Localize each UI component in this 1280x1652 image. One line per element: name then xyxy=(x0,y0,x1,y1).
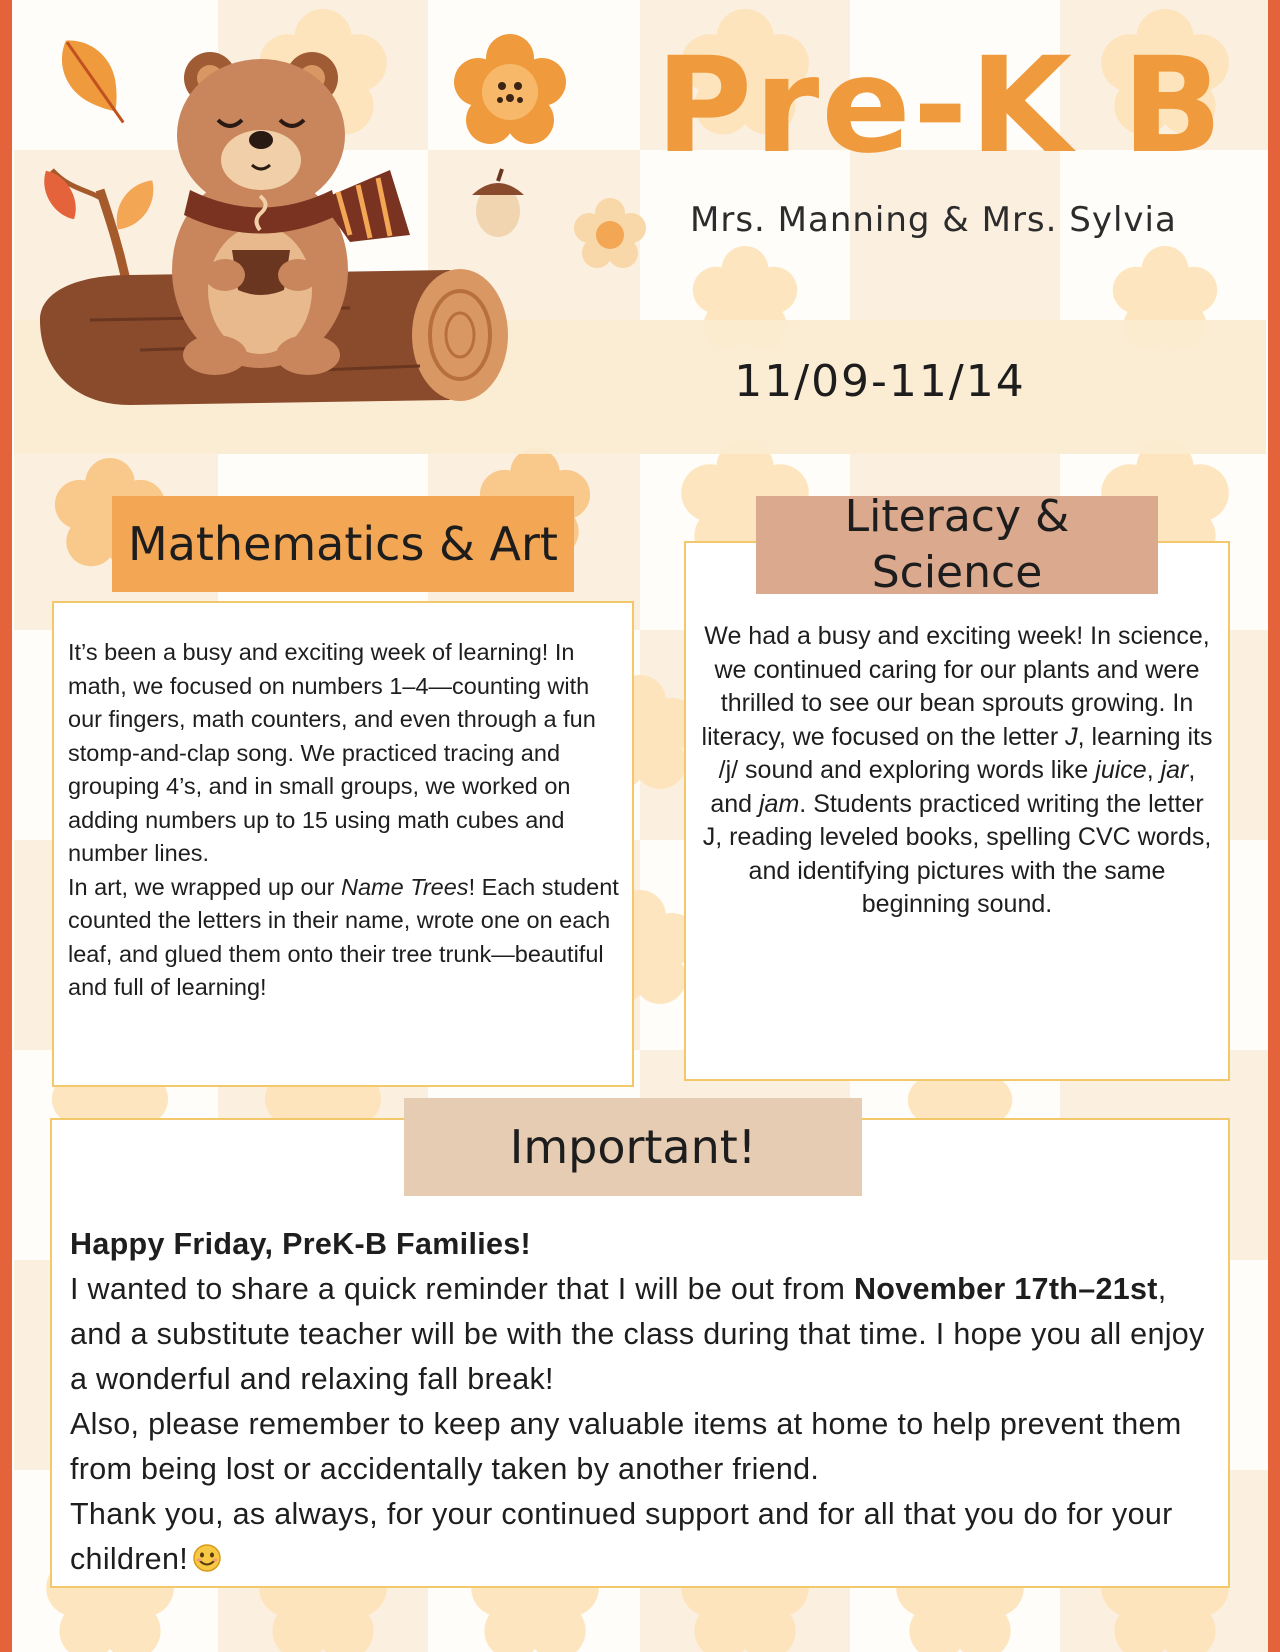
bear-illustration xyxy=(20,20,660,420)
math-art-body xyxy=(68,636,628,1005)
math-art-heading: Mathematics & Art xyxy=(112,496,574,592)
art-paragraph xyxy=(68,871,628,1005)
lit-sep-2: , and xyxy=(710,756,1196,818)
word-jam: jam xyxy=(759,789,800,818)
autumn-leaf-icon xyxy=(48,28,142,136)
important-body xyxy=(70,1222,1210,1582)
reminder-text-a: I wanted to share a quick reminder that I will be out from xyxy=(70,1272,854,1306)
lit-text-c: . Students practiced writing the letter J, reading leveled books, spelling CVC words, and identifying pictures with the same beginning sound. xyxy=(702,789,1212,918)
letter-j: J xyxy=(1065,722,1078,751)
page-title: Pre-K B xyxy=(655,29,1225,183)
word-jar: jar xyxy=(1160,756,1189,784)
flower-icon xyxy=(454,34,566,144)
math-paragraph: It’s been a busy and exciting week of learning! In math, we focused on numbers 1–4—counting with our fingers, math counters, and even through a fun stomp-and-clap song. We practiced tracing and grouping 4’s, and in small groups, we worked on adding numbers up to 15 using math cubes and number lines. xyxy=(68,639,596,866)
literacy-science-heading: Literacy & Science xyxy=(756,496,1158,594)
lit-text-a: We had a busy and exciting week! In science, we continued caring for our plants and were thrilled to see our bean sprouts growing. In literacy, we focused on the letter xyxy=(701,622,1210,751)
reminder-paragraph xyxy=(70,1267,1210,1402)
art-text-b: ! Each student counted the letters in their name, wrote one on each leaf, and glued them onto their tree trunk—beautiful and full of learning! xyxy=(68,873,619,1000)
literacy-science-body xyxy=(700,620,1214,922)
thanks-paragraph xyxy=(70,1492,1210,1582)
art-project-name: Name Trees xyxy=(341,873,469,900)
acorn-icon xyxy=(472,169,524,237)
lit-sep-1: , xyxy=(1146,756,1161,784)
art-text-a: In art, we wrapped up our xyxy=(68,873,342,900)
right-border xyxy=(1268,0,1280,1652)
date-range: 11/09-11/14 xyxy=(734,356,1026,407)
thanks-text: Thank you, as always, for your continued support and for all that you do for your children! xyxy=(70,1497,1173,1576)
left-border xyxy=(0,0,12,1652)
smiley-emoji-icon xyxy=(192,1543,222,1573)
absence-dates: November 17th–21st xyxy=(853,1272,1158,1306)
valuables-paragraph: Also, please remember to keep any valuable items at home to help prevent them from being lost or accidentally taken by another friend. xyxy=(70,1407,1182,1486)
literacy-paragraph xyxy=(700,620,1214,922)
teacher-names: Mrs. Manning & Mrs. Sylvia xyxy=(690,200,1177,240)
reminder-text-b: , and a substitute teacher will be with the class during that time. I hope you all enjoy a wonderful and relaxing fall break! xyxy=(70,1272,1205,1396)
lit-text-b: , learning its /j/ sound and exploring words like xyxy=(718,722,1213,784)
important-heading: Important! xyxy=(404,1098,862,1196)
greeting: Happy Friday, PreK-B Families! xyxy=(70,1227,531,1261)
word-juice: juice xyxy=(1095,756,1147,784)
